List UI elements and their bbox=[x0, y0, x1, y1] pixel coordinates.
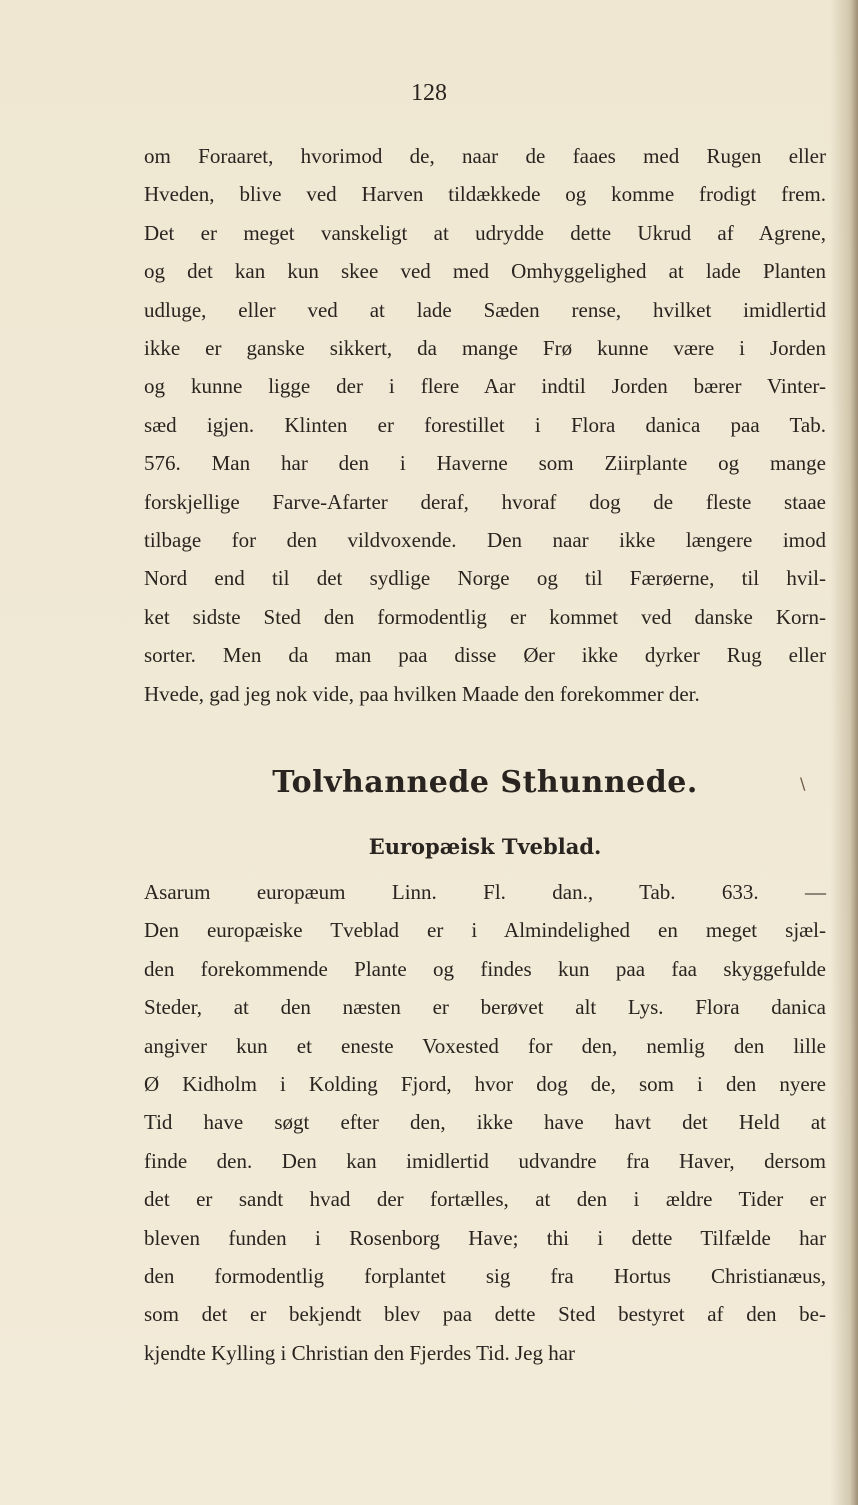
text-line: som det er bekjendt blev paa dette Sted bestyret af den be- bbox=[144, 1302, 826, 1327]
text-line: Asarum europæum Linn. Fl. dan., Tab. 633. — bbox=[144, 880, 826, 904]
section-subheading: Europæisk Tveblad. bbox=[368, 834, 602, 859]
text-line: 576. Man har den i Haverne som Ziirplante og mange bbox=[144, 451, 826, 476]
text-line: Hvede, gad jeg nok vide, paa hvilken Maade den forekommer der. bbox=[144, 681, 700, 706]
text-line: Hveden, blive ved Harven tildækkede og komme frodigt frem. bbox=[144, 182, 826, 207]
text-line: angiver kun et eneste Voxested for den, nemlig den lille bbox=[144, 1033, 826, 1058]
text-line: ikke er ganske sikkert, da mange Frø kunne være i Jorden bbox=[144, 336, 826, 361]
text-line: om Foraaret, hvorimod de, naar de faaes med Rugen eller bbox=[144, 144, 826, 168]
text-line: og det kan kun skee ved med Omhyggelighed at lade Planten bbox=[144, 259, 826, 284]
text-line: Tid have søgt efter den, ikke have havt det Held at bbox=[144, 1110, 826, 1135]
section-heading: Tolvhannede Sthunnede. bbox=[272, 765, 698, 800]
text-line: Den europæiske Tveblad er i Almindelighed en meget sjæl- bbox=[144, 918, 826, 943]
text-line: Nord end til det sydlige Norge og til Færøerne, til hvil- bbox=[144, 566, 826, 591]
text-line: Det er meget vanskeligt at udrydde dette Ukrud af Agrene, bbox=[144, 220, 826, 245]
text-line: Ø Kidholm i Kolding Fjord, hvor dog de, som i den nyere bbox=[144, 1072, 826, 1097]
text-line: udluge, eller ved at lade Sæden rense, hvilket imidlertid bbox=[144, 297, 826, 322]
text-line: sæd igjen. Klinten er forestillet i Flora danica paa Tab. bbox=[144, 412, 826, 437]
text-line: sorter. Men da man paa disse Øer ikke dyrker Rug eller bbox=[144, 643, 826, 668]
text-line: Steder, at den næsten er berøvet alt Lys. Flora danica bbox=[144, 995, 826, 1020]
text-line: bleven funden i Rosenborg Have; thi i dette Tilfælde har bbox=[144, 1225, 826, 1250]
text-line: forskjellige Farve-Afarter deraf, hvoraf dog de fleste staae bbox=[144, 489, 826, 514]
paragraph-1 bbox=[144, 137, 826, 713]
text-line: kjendte Kylling i Christian den Fjerdes Tid. Jeg har bbox=[144, 1340, 576, 1365]
paper-mark: \ bbox=[800, 774, 806, 793]
text-line: og kunne ligge der i flere Aar indtil Jorden bærer Vinter- bbox=[144, 374, 826, 399]
text-line: tilbage for den vildvoxende. Den naar ikke længere imod bbox=[144, 528, 826, 553]
text-line: den forekommende Plante og findes kun paa faa skyggefulde bbox=[144, 956, 826, 981]
text-line: finde den. Den kan imidlertid udvandre fra Haver, dersom bbox=[144, 1148, 826, 1173]
text-line: den formodentlig forplantet sig fra Hortus Christianæus, bbox=[144, 1264, 826, 1289]
paragraph-2 bbox=[144, 873, 826, 1372]
text-line: det er sandt hvad der fortælles, at den i ældre Tider er bbox=[144, 1187, 826, 1212]
text-line: ket sidste Sted den formodentlig er kommet ved danske Korn- bbox=[144, 604, 826, 629]
page-number: 128 bbox=[411, 80, 447, 106]
